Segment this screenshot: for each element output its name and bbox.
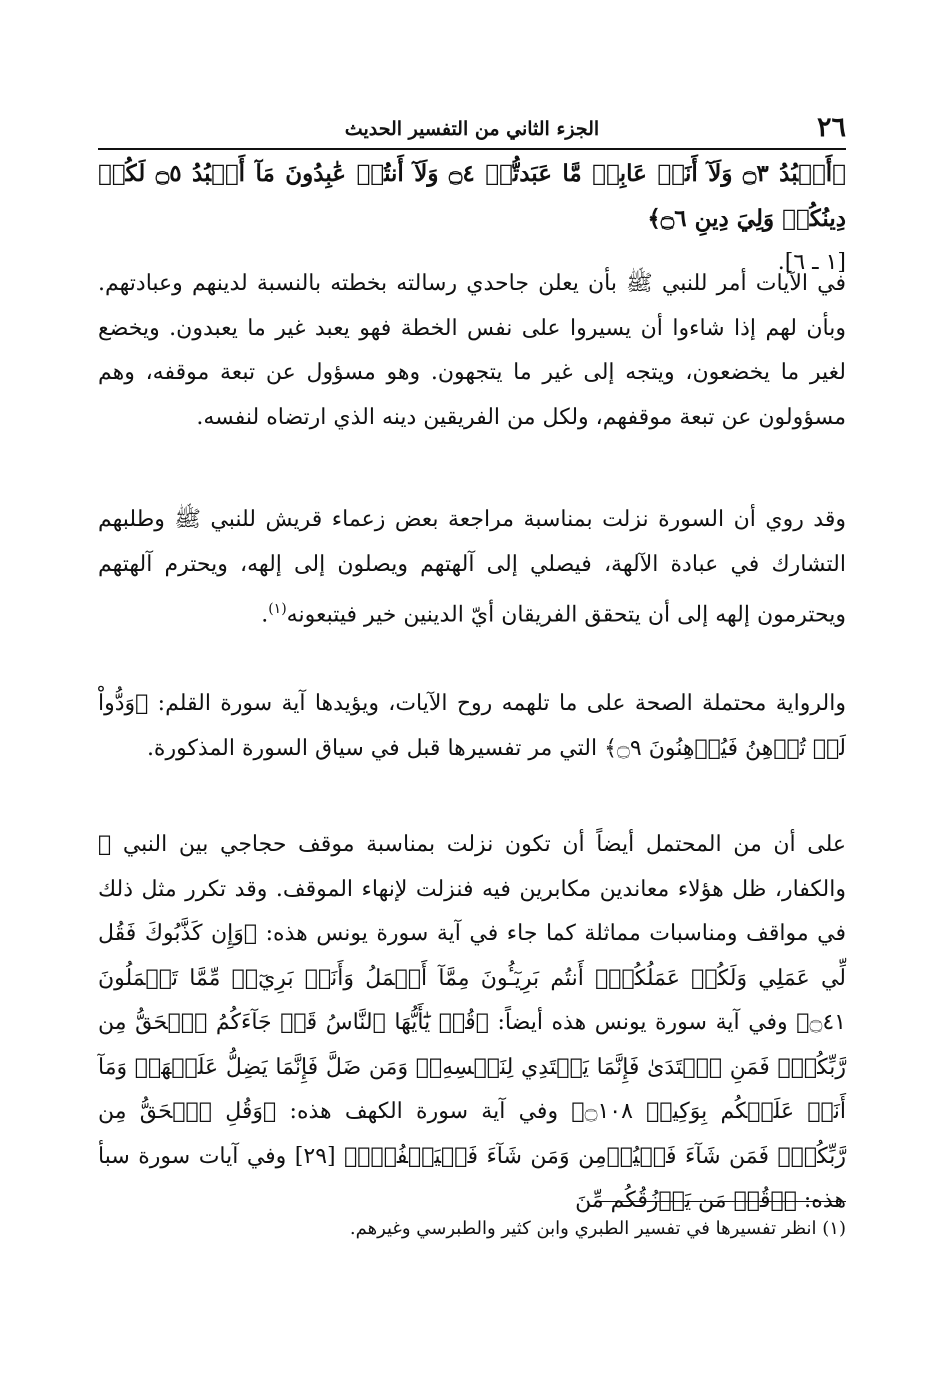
paragraph: في الآيات أمر للنبي ﷺ بأن يعلن جاحدي رسالته بخطته بالنسبة لدينهم وعبادتهم. وبأن لهم إذا شاءوا أن يسيروا على نفس الخطة فهو يعبد غير ما يعبدون. ويخضع لغير ما يخضعون، ويتجه إلى غير ما يتجهون. وهو مسؤول عن تبعة موقفه، وهم مسؤولون عن تبعة موقفهم، ولكل من الفريقين دينه الذي ارتضاه لنفسه. (98, 271, 846, 430)
running-title: الجزء الثاني من التفسير الحديث (344, 118, 600, 140)
paragraph (98, 498, 846, 638)
verse-reference: [١ ـ ٦]. (777, 250, 846, 275)
footnote: (١) انظر تفسيرها في تفسير الطبري وابن كثير والطبرسي وغيرهم. (349, 1218, 846, 1239)
paragraph: والرواية محتملة الصحة على ما تلهمه روح الآيات، ويؤيدها آية سورة القلم: ﴿وَدُّواْ لَوۡ تُدۡهِنُ فَيُدۡهِنُونَ ۝٩﴾ التي مر تفسيرها قبل في سياق السورة المذكورة. (98, 691, 846, 761)
page-number: ٢٦ (816, 112, 846, 143)
paragraph-text: وقد روي أن السورة نزلت بمناسبة مراجعة بعض زعماء قريش للنبي ﷺ وطلبهم التشارك في عبادة الآلهة، فيصلي إلى آلهتهم ويصلون إلى إلهه، ويحترم آلهتهم ويحترمون إلهه إلى أن يتحقق الفريقان أيّ الدينين خير فيتبعونه (98, 507, 846, 628)
header-rule (98, 148, 846, 150)
footnote-marker: (١) (268, 601, 287, 617)
page-header (98, 112, 846, 148)
footnote-rule (600, 1201, 846, 1202)
verse-line: ﴿أَعۡبُدُ ۝٣ وَلَآ أَنَا۠ عَابِدٞ مَّا عَبَدتُّمۡ ۝٤ وَلَآ أَنتُمۡ عَٰبِدُونَ مَآ أَعۡبُدُ ۝٥ لَكُمۡ دِينُكُمۡ وَلِيَ دِينِ ۝٦﴾ (98, 160, 846, 232)
paragraph-end: . (261, 602, 269, 628)
paragraph: على أن من المحتمل أيضاً أن تكون نزلت بمناسبة موقف حجاجي بين النبي ﷺ والكفار، ظل هؤلاء معاندين مكابرين فيه فنزلت لإنهاء الموقف. وقد تكرر مثل ذلك في مواقف ومناسبات مماثلة كما جاء في آية سورة يونس هذه: ﴿وَإِن كَذَّبُوكَ فَقُل لِّي عَمَلِي وَلَكُمۡ عَمَلُكُمۡۖ أَنتُم بَرِيٓـُٔونَ مِمَّآ أَعۡمَلُ وَأَنَا۠ بَرِيٓءٞ مِّمَّا تَعۡمَلُونَ ۝٤١﴾ وفي آية سورة يونس هذه أيضاً: ﴿قُلۡ يَٰٓأَيُّهَا ٱلنَّاسُ قَدۡ جَآءَكُمُ ٱلۡحَقُّ مِن رَّبِّكُمۡۖ فَمَنِ ٱهۡتَدَىٰ فَإِنَّمَا يَهۡتَدِي لِنَفۡسِهِۦۖ وَمَن ضَلَّ فَإِنَّمَا يَضِلُّ عَلَيۡهَاۖ وَمَآ أَنَا۠ عَلَيۡكُم بِوَكِيلٖ ۝١٠٨﴾ وفي آية سورة الكهف هذه: ﴿وَقُلِ ٱلۡحَقُّ مِن رَّبِّكُمۡۖ فَمَن شَآءَ فَلۡيُؤۡمِن وَمَن شَآءَ فَلۡيَكۡفُرۡۚ﴾ [٢٩] وفي آيات سورة سبأ هذه: ﴿۞قُلۡ مَن يَرۡزُقُكُم مِّنَ (98, 832, 846, 1213)
